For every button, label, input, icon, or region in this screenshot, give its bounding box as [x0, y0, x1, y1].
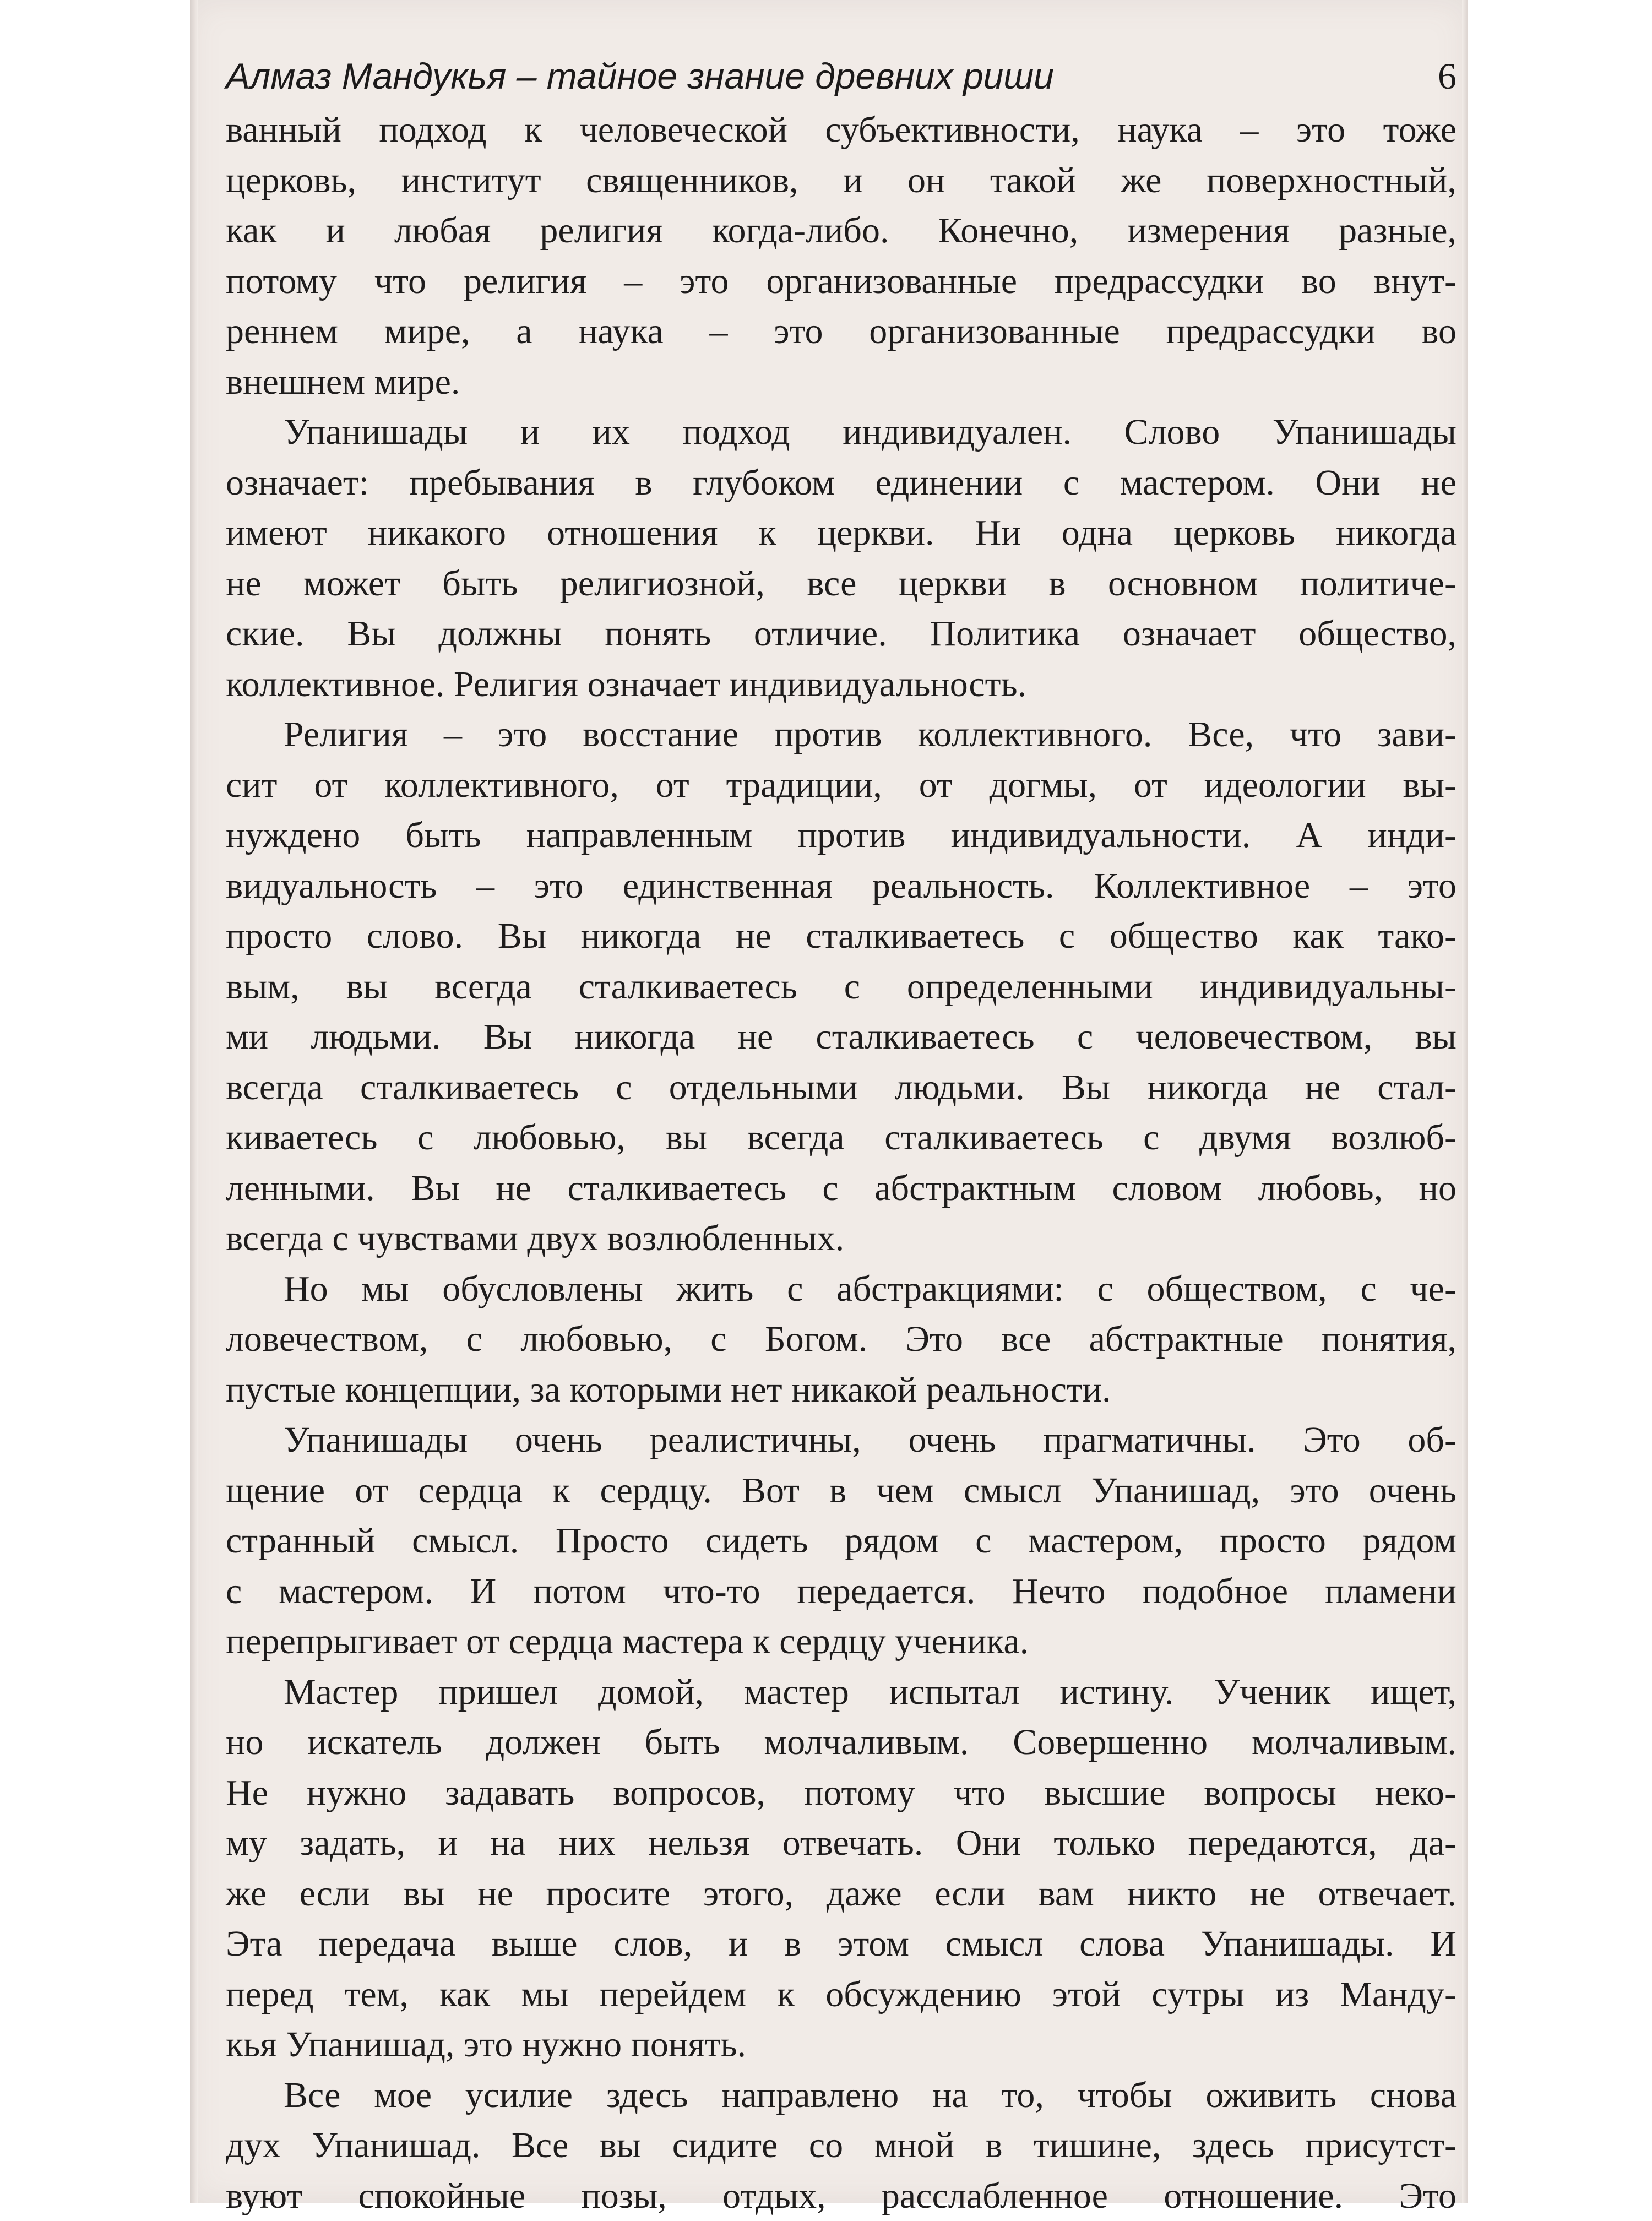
text-line: Но мы обусловлены жить с абстракциями: с обществом, с че-	[226, 1264, 1457, 1315]
page-edge-left	[190, 0, 198, 2203]
text-line: же если вы не просите этого, даже если вам никто не отвечает.	[226, 1869, 1457, 1919]
text-line: вым, вы всегда сталкиваетесь с определенными индивидуальны-	[226, 962, 1457, 1012]
book-page	[190, 0, 1468, 2203]
body-text	[226, 105, 1457, 2221]
text-line: дух Упанишад. Все вы сидите со мной в тишине, здесь присутст-	[226, 2120, 1457, 2171]
text-line: перед тем, как мы перейдем к обсуждению этой сутры из Манду-	[226, 1969, 1457, 2020]
text-line: Религия – это восстание против коллективного. Все, что зави-	[226, 709, 1457, 760]
text-line: Мастер пришел домой, мастер испытал истину. Ученик ищет,	[226, 1667, 1457, 1718]
text-line: означает: пребывания в глубоком единении с мастером. Они не	[226, 458, 1457, 508]
text-line: пустые концепции, за которыми нет никакой реальности.	[226, 1365, 1457, 1415]
text-line: но искатель должен быть молчаливым. Совершенно молчаливым.	[226, 1717, 1457, 1768]
text-line: Упанишады очень реалистичны, очень прагматичны. Это об-	[226, 1415, 1457, 1465]
text-line: перепрыгивает от сердца мастера к сердцу ученика.	[226, 1616, 1457, 1667]
text-line: Упанишады и их подход индивидуален. Слово Упанишады	[226, 407, 1457, 458]
text-line: странный смысл. Просто сидеть рядом с мастером, просто рядом	[226, 1516, 1457, 1566]
text-line: Эта передача выше слов, и в этом смысл слова Упанишады. И	[226, 1919, 1457, 1969]
paragraph	[226, 709, 1457, 1264]
text-line: имеют никакого отношения к церкви. Ни одна церковь никогда	[226, 508, 1457, 558]
text-line: кья Упанишад, это нужно понять.	[226, 2019, 1457, 2070]
page-edge-right	[1462, 0, 1468, 2203]
text-line: внешнем мире.	[226, 357, 1457, 408]
text-line: вуют спокойные позы, отдых, расслабленное отношение. Это	[226, 2171, 1457, 2221]
text-line: му задать, и на них нельзя отвечать. Они только передаются, да-	[226, 1818, 1457, 1869]
text-line: Все мое усилие здесь направлено на то, чтобы оживить снова	[226, 2070, 1457, 2121]
text-line: с мастером. И потом что-то передается. Нечто подобное пламени	[226, 1566, 1457, 1617]
text-line: киваетесь с любовью, вы всегда сталкиваетесь с двумя возлюб-	[226, 1112, 1457, 1163]
paragraph	[226, 1415, 1457, 1667]
running-header	[226, 48, 1457, 104]
text-line: ленными. Вы не сталкиваетесь с абстрактным словом любовь, но	[226, 1163, 1457, 1214]
text-line: сит от коллективного, от традиции, от догмы, от идеологии вы-	[226, 760, 1457, 811]
text-line: видуальность – это единственная реальность. Коллективное – это	[226, 861, 1457, 911]
text-line: нуждено быть направленным против индивидуальности. А инди-	[226, 810, 1457, 861]
text-line: как и любая религия когда-либо. Конечно, измерения разные,	[226, 205, 1457, 256]
text-line: всегда сталкиваетесь с отдельными людьми. Вы никогда не стал-	[226, 1062, 1457, 1113]
paragraph	[226, 105, 1457, 407]
page-number: 6	[1438, 48, 1457, 104]
text-line: просто слово. Вы никогда не сталкиваетесь с общество как тако-	[226, 911, 1457, 962]
text-line: ми людьми. Вы никогда не сталкиваетесь с человечеством, вы	[226, 1012, 1457, 1062]
paragraph	[226, 1667, 1457, 2070]
text-line: коллективное. Религия означает индивидуальность.	[226, 659, 1457, 710]
paragraph	[226, 1264, 1457, 1415]
running-title: Алмаз Мандукья – тайное знание древних риши	[226, 48, 1054, 104]
text-line: всегда с чувствами двух возлюбленных.	[226, 1213, 1457, 1264]
text-line: ловечеством, с любовью, с Богом. Это все абстрактные понятия,	[226, 1314, 1457, 1365]
text-line: ские. Вы должны понять отличие. Политика означает общество,	[226, 609, 1457, 659]
text-line: Не нужно задавать вопросов, потому что высшие вопросы неко-	[226, 1768, 1457, 1818]
text-line: потому что религия – это организованные предрассудки во внут-	[226, 256, 1457, 307]
text-line: щение от сердца к сердцу. Вот в чем смысл Упанишад, это очень	[226, 1465, 1457, 1516]
text-line: не может быть религиозной, все церкви в основном политиче-	[226, 558, 1457, 609]
text-line: ванный подход к человеческой субъективности, наука – это тоже	[226, 105, 1457, 155]
text-line: реннем мире, а наука – это организованные предрассудки во	[226, 306, 1457, 357]
paragraph	[226, 2070, 1457, 2221]
text-line: церковь, институт священников, и он такой же поверхностный,	[226, 155, 1457, 206]
paragraph	[226, 407, 1457, 709]
